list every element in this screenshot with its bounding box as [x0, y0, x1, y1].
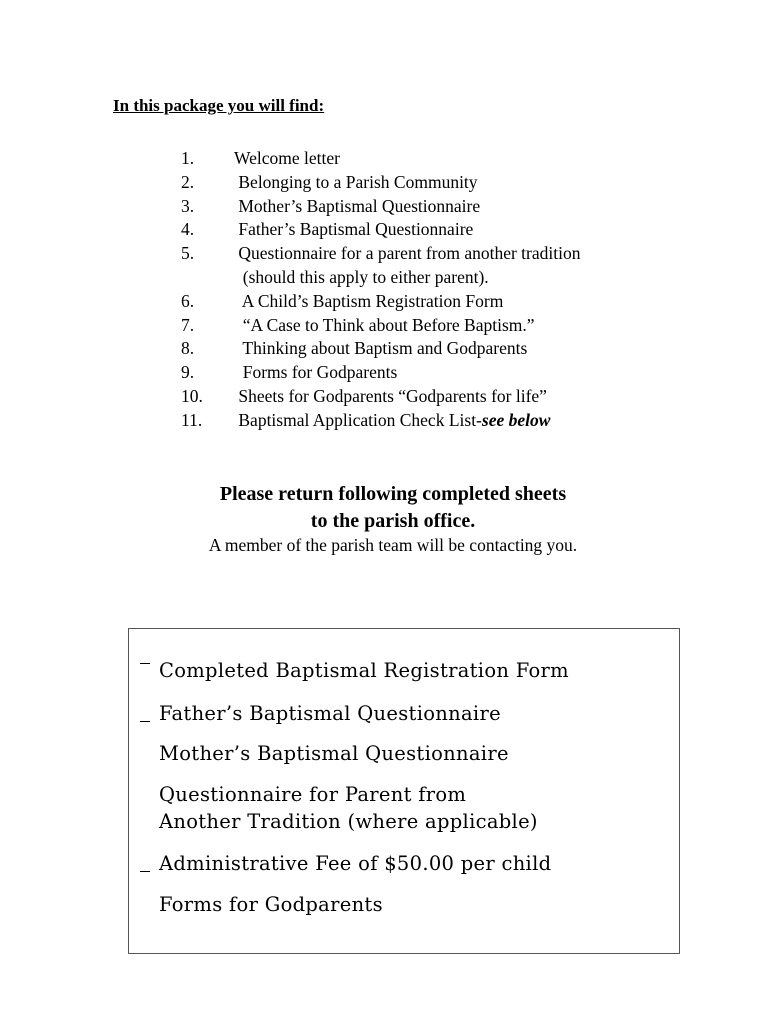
list-item	[181, 242, 580, 266]
list-item-text: Thinking about Baptism and Godparents	[234, 338, 528, 359]
list-item-number: 3.	[181, 195, 195, 216]
list-item-number: 6.	[181, 290, 195, 311]
list-item	[181, 385, 580, 409]
list-item	[181, 195, 580, 219]
list-item-number: 2.	[181, 171, 195, 192]
list-item-text: “A Case to Think about Before Baptism.”	[234, 314, 535, 335]
package-contents-list	[181, 147, 580, 433]
list-item-text: Sheets for Godparents “Godparents for life”	[234, 385, 547, 406]
list-item-text: (should this apply to either parent).	[234, 266, 489, 287]
list-item-number: 10.	[181, 385, 203, 406]
list-item-number: 4.	[181, 219, 195, 240]
list-item-emphasis: see below	[481, 409, 551, 430]
checklist-box	[128, 628, 680, 954]
list-item-number: 8.	[181, 338, 195, 359]
list-item	[181, 361, 580, 385]
list-item-text: Mother’s Baptismal Questionnaire	[234, 195, 481, 216]
return-instructions-title	[0, 481, 770, 535]
list-item-text: Father’s Baptismal Questionnaire	[234, 219, 474, 240]
checklist-item	[159, 740, 509, 767]
list-item	[181, 290, 580, 314]
checklist-item	[159, 700, 501, 727]
list-item-number	[181, 266, 234, 290]
checklist-item-label-continued: Another Tradition (where applicable)	[159, 810, 538, 833]
list-item	[181, 409, 580, 433]
list-item	[181, 171, 580, 195]
list-item-number: 11.	[181, 409, 203, 430]
checklist-item	[159, 781, 538, 835]
return-title-line-1: Please return following completed sheets	[219, 483, 567, 505]
checkbox-blank-line[interactable]	[140, 721, 150, 722]
checklist-item-label: Mother’s Baptismal Questionnaire	[159, 742, 509, 765]
return-title-line-2: to the parish office.	[310, 510, 476, 532]
list-item-text: Forms for Godparents	[234, 362, 398, 383]
checklist-item	[159, 891, 383, 918]
package-heading: In this package you will find:	[113, 96, 325, 115]
list-item-number: 9.	[181, 362, 195, 383]
list-item	[181, 147, 580, 171]
list-item-text: A Child’s Baptism Registration Form	[234, 290, 504, 311]
list-item-continuation	[181, 266, 580, 290]
list-item	[181, 314, 580, 338]
checklist-item-label: Father’s Baptismal Questionnaire	[159, 702, 501, 725]
list-item	[181, 337, 580, 361]
checkbox-blank-line[interactable]	[140, 663, 150, 664]
checklist-item	[159, 850, 551, 877]
list-item-text-main: Baptismal Application Check List-	[234, 409, 482, 430]
list-item	[181, 218, 580, 242]
return-instructions-subtitle: A member of the parish team will be contacting you.	[208, 535, 578, 555]
checklist-item-label: Forms for Godparents	[159, 893, 383, 916]
list-item-text	[234, 409, 550, 433]
checkbox-blank-line[interactable]	[140, 871, 150, 872]
list-item-text: Welcome letter	[234, 148, 340, 168]
list-item-text: Questionnaire for a parent from another tradition	[234, 243, 581, 264]
list-item-number: 5.	[181, 243, 195, 264]
list-item-number: 7.	[181, 314, 195, 335]
list-item-text: Belonging to a Parish Community	[234, 171, 478, 192]
checklist-item-label: Completed Baptismal Registration Form	[159, 659, 569, 682]
checklist-item	[159, 657, 569, 684]
checklist-item-label: Questionnaire for Parent from	[159, 783, 467, 806]
checklist-item-label: Administrative Fee of $50.00 per child	[159, 852, 552, 875]
list-item-number: 1.	[181, 148, 195, 168]
